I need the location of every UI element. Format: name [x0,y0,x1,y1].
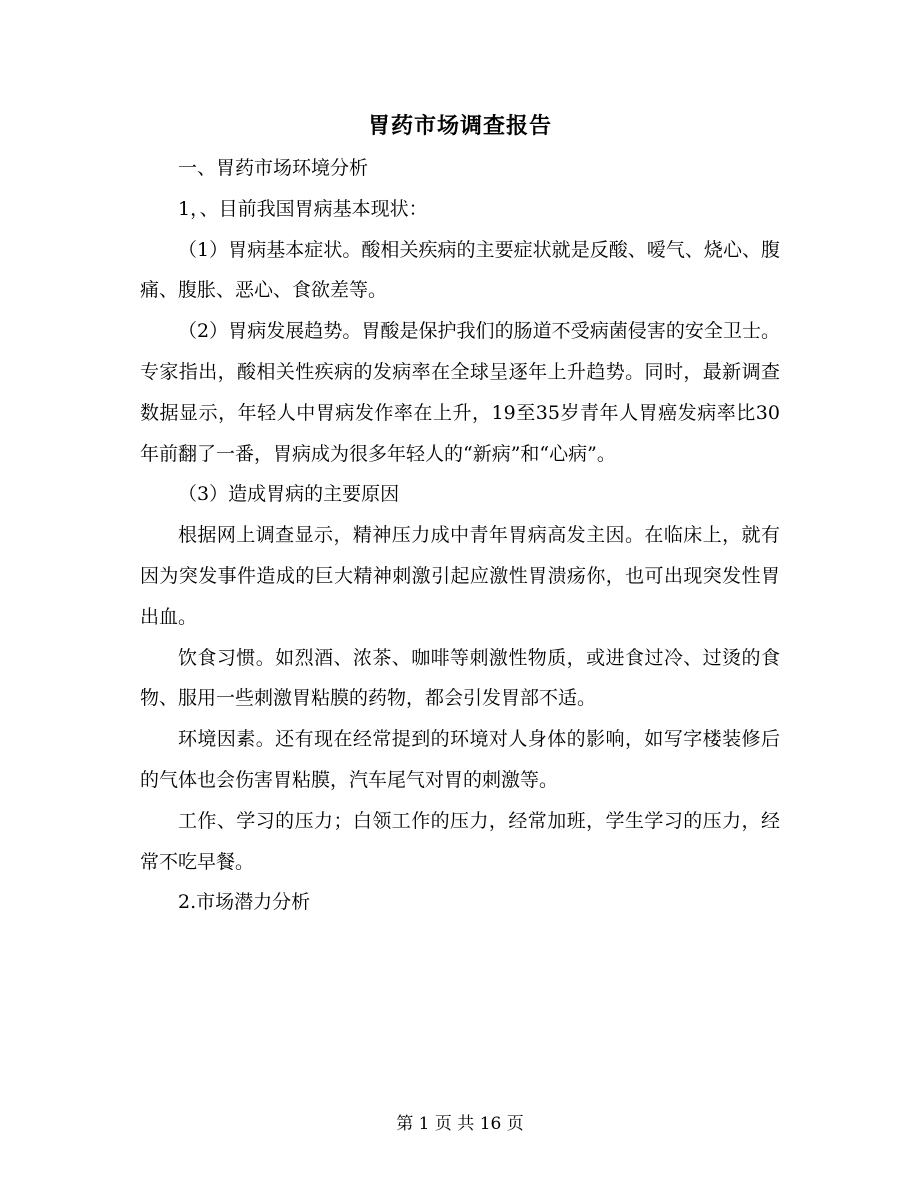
document-title: 胃药市场调查报告 [367,113,552,139]
section-heading-market-potential: 2.市场潜力分析 [178,891,311,914]
subsection-heading-current-status: 1，、目前我国胃病基本现状： [178,197,428,220]
paragraph-symptoms: （1）胃病基本症状。酸相关疾病的主要症状就是反酸、嗳气、烧心、腹痛、腹胀、恶心、食欲差等。 [140,238,780,302]
paragraph-environment: 环境因素。还有现在经常提到的环境对人身体的影响，如写字楼装修后的气体也会伤害胃粘膜，汽车尾气对胃的刺激等。 [140,728,780,791]
subsection-heading-causes: （3）造成胃病的主要原因 [178,483,400,506]
paragraph-mental-pressure: 根据网上调查显示，精神压力成中青年胃病高发主因。在临床上，就有因为突发事件造成的巨大精神刺激引起应激性胃溃疡你，也可出现突发性胃出血。 [140,524,780,628]
paragraph-work-study-pressure: 工作、学习的压力；白领工作的压力，经常加班，学生学习的压力，经常不吃早餐。 [140,809,780,873]
paragraph-diet-habits: 饮食习惯。如烈酒、浓茶、咖啡等刺激性物质，或进食过冷、过烫的食物、服用一些刺激胃粘膜的药物，都会引发胃部不适。 [140,646,780,710]
page-number-footer: 第 1 页 共 16 页 [396,1114,524,1134]
section-heading-market-environment: 一、胃药市场环境分析 [178,157,369,179]
paragraph-trend: （2）胃病发展趋势。胃酸是保护我们的肠道不受病菌侵害的安全卫士。专家指出，酸相关性疾病的发病率在全球呈逐年上升趋势。同时，最新调查数据显示，年轻人中胃病发作率在上升，19至35岁青年人胃癌发病率比30年前翻了一番，胃病成为很多年轻人的“新病”和“心病”。 [140,320,780,465]
document-body [140,148,780,923]
